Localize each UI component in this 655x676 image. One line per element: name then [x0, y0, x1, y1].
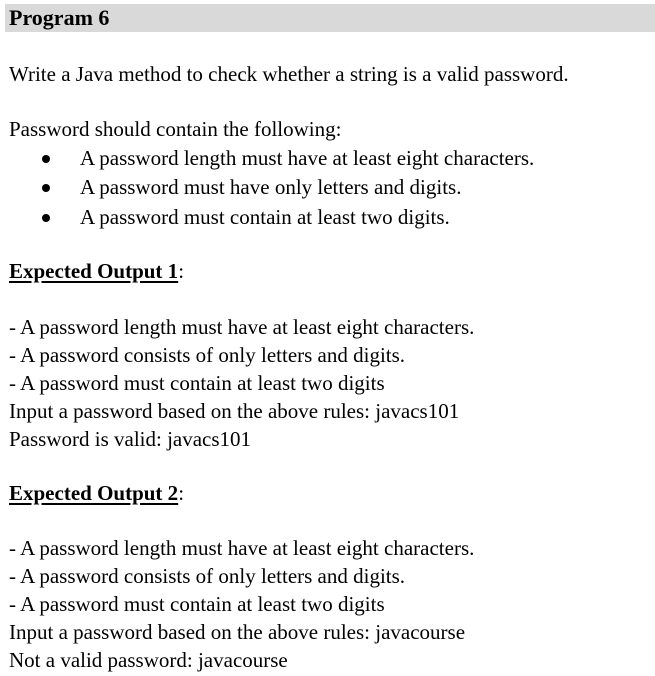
- expected-output-2-heading: [9, 481, 184, 505]
- heading-colon: :: [178, 481, 185, 505]
- output-line: - A password must contain at least two digits: [9, 371, 385, 395]
- rule-text: A password length must have at least eight characters.: [80, 146, 535, 170]
- output-line: - A password must contain at least two digits: [9, 592, 385, 616]
- bullet-icon: [42, 155, 50, 163]
- rule-text: A password must have only letters and digits.: [80, 175, 462, 199]
- output-line: Not a valid password: javacourse: [9, 648, 288, 672]
- section-heading: Expected Output 1: [9, 259, 179, 283]
- output-line: - A password consists of only letters and digits.: [9, 343, 406, 367]
- rule-text: A password must contain at least two digits.: [80, 205, 450, 229]
- output-line: Input a password based on the above rules: javacourse: [9, 620, 466, 644]
- bullet-icon: [42, 214, 50, 222]
- output-line: - A password length must have at least eight characters.: [9, 536, 475, 560]
- expected-output-1-heading: [9, 259, 184, 283]
- program-title-bar: [5, 4, 655, 32]
- bullet-icon: [42, 184, 50, 192]
- output-line: - A password length must have at least eight characters.: [9, 315, 475, 339]
- section-heading: Expected Output 2: [9, 481, 179, 505]
- output-line: Password is valid: javacs101: [9, 427, 252, 451]
- program-title: Program 6: [9, 5, 110, 30]
- output-line: - A password consists of only letters and digits.: [9, 564, 406, 588]
- output-line: Input a password based on the above rules: javacs101: [9, 399, 460, 423]
- rules-intro: Password should contain the following:: [9, 117, 342, 141]
- task-statement: Write a Java method to check whether a string is a valid password.: [9, 62, 569, 86]
- heading-colon: :: [178, 259, 185, 283]
